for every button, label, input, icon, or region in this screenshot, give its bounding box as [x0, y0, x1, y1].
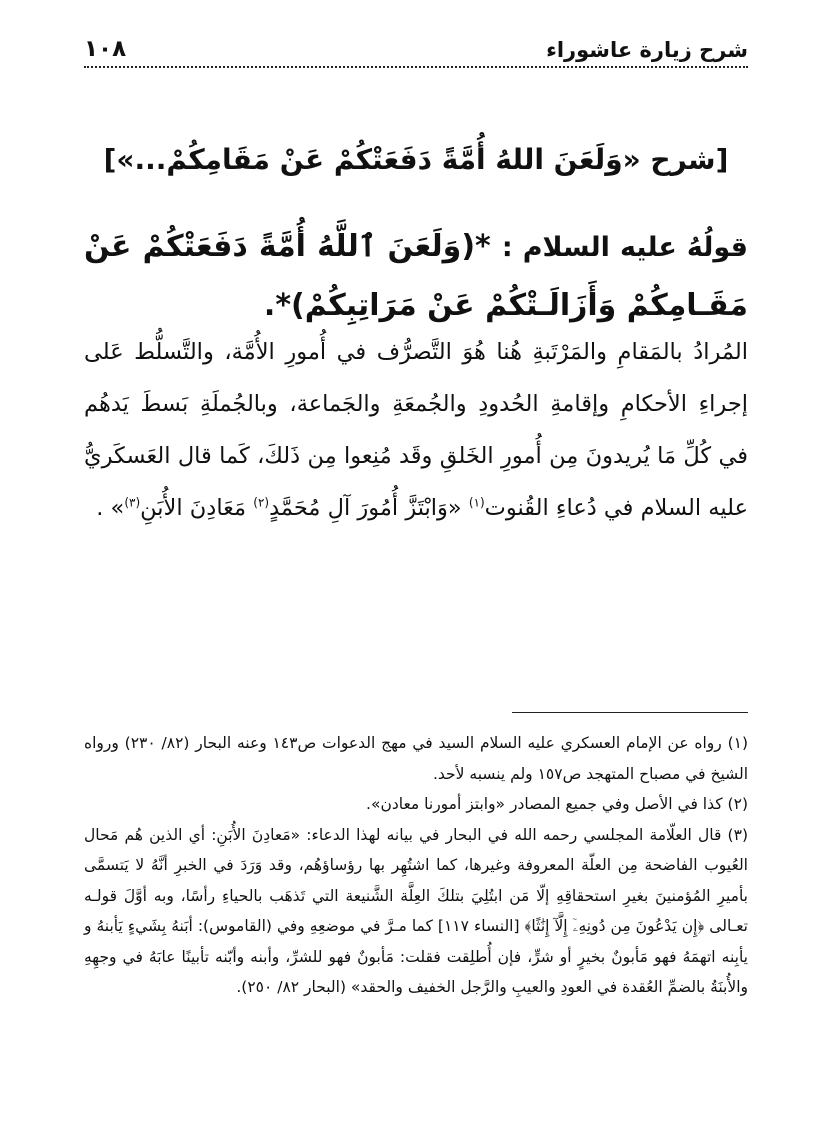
footnotes — [84, 728, 748, 1003]
footnote-ref-2: (٢) — [253, 495, 270, 510]
quote-body: *(وَلَعَنَ ٱللَّهُ أُمَّةً دَفَعَتْكُمْ عَنْ مَقَـامِكُمْ وَأَزَالَـتْكُمْ عَنْ مَرَاتِبِكُمْ)*. — [84, 229, 748, 323]
paragraph-text-3: مَعَادِنَ الأُبَنِ — [140, 495, 254, 521]
header-divider — [84, 66, 748, 68]
footnote-1: (١) رواه عن الإمام العسكري عليه السلام السيد في مهج الدعوات ص١٤٣ وعنه البحار (٨٢/ ٢٣٠) ورواه الشيخ في مصباح المتهجد ص١٥٧ ولم ينسبه لأحد. — [84, 734, 749, 783]
paragraph-text-4: » . — [96, 495, 125, 521]
quote-lead: قولُهُ عليه السلام : — [501, 232, 748, 263]
paragraph-text-2: «وَابْتَزَّ أُمُورَ آلِ مُحَمَّدٍ — [269, 495, 469, 521]
page-header — [84, 28, 748, 62]
footnote-3: (٣) قال العلّامة المجلسي رحمه الله في البحار في بيانه لهذا الدعاء: «مَعادِنَ الأُبَنِ: أي الذين هُم مَحال العُيوب الفاضحة مِن العلّة المعروفة وغيرها، كما اشتُهِر بها رؤساؤهُم، وقد وَرَدَ في الخبرِ أنَّهُ لا يَتسمَّى بأميرِ المُؤمنينَ بغيرِ استحقاقِهِ إلّا مَن ابتُلِيَ بتلكَ العِلَّة الشَّنيعة التي تَذهَب بالحياءِ رأسًا، وبه أوَّلَ قولـه تعـالى ﴿إِن يَدْعُونَ مِن دُونِهِۦٓ إِلَّآ إِنَٰثًا﴾ [النساء ١١٧] كما مـرَّ في موضعِهِ وفي (القاموس): أبَنهُ بِشَيءٍ يَأبنهُ و يأبِنه اتهمَهُ فهو مَأبونٌ بخيرٍ أو شرٍّ، فإن أُطلِقت فقلت: مَأبونٌ فهو للشرِّ، وأبنه وأبّنه تأبينًا عابَهُ في وجهِهِ والأُبنَةُ بالضمِّ العُقدة في العودِ والعيبِ والرَّجل الخفيف والحقد» (البحار ٨٢/ ٢٥٠). — [84, 825, 748, 996]
quoted-text — [84, 218, 748, 335]
commentary-paragraph — [84, 326, 748, 534]
section-heading: [شرح «وَلَعَنَ اللهُ أُمَّةً دَفَعَتْكُمْ عَنْ مَقَامِكُمْ...»] — [103, 143, 729, 176]
footnote-2: (٢) كذا في الأصل وفي جميع المصادر «وابتز أمورنا معادن». — [366, 795, 748, 813]
footnote-divider — [512, 712, 748, 713]
footnote-ref-3: (٣) — [124, 495, 141, 510]
page-number: ١٠٨ — [84, 36, 127, 62]
footnote-ref-1: (١) — [468, 495, 485, 510]
paragraph-text-1: المُرادُ بالمَقامِ والمَرْتَبةِ هُنا هُوَ التَّصرُّف في أُمورِ الأُمَّة، والتَّسلُّط عَلى إجراءِ الأحكامِ وإقامةِ الحُدودِ والجُمعَةِ والجَماعة، وبالجُملَةِ بَسطَ يَدهُم في كُلِّ مَا يُريدونَ مِن أُمورِ الخَلقِ وقَد مُنِعوا مِن ذَلكَ، كَما قال العَسكَريُّ عليه السلام في دُعاءِ القُنوت — [84, 339, 748, 521]
running-title: شرح زيارة عاشوراء — [546, 38, 748, 62]
